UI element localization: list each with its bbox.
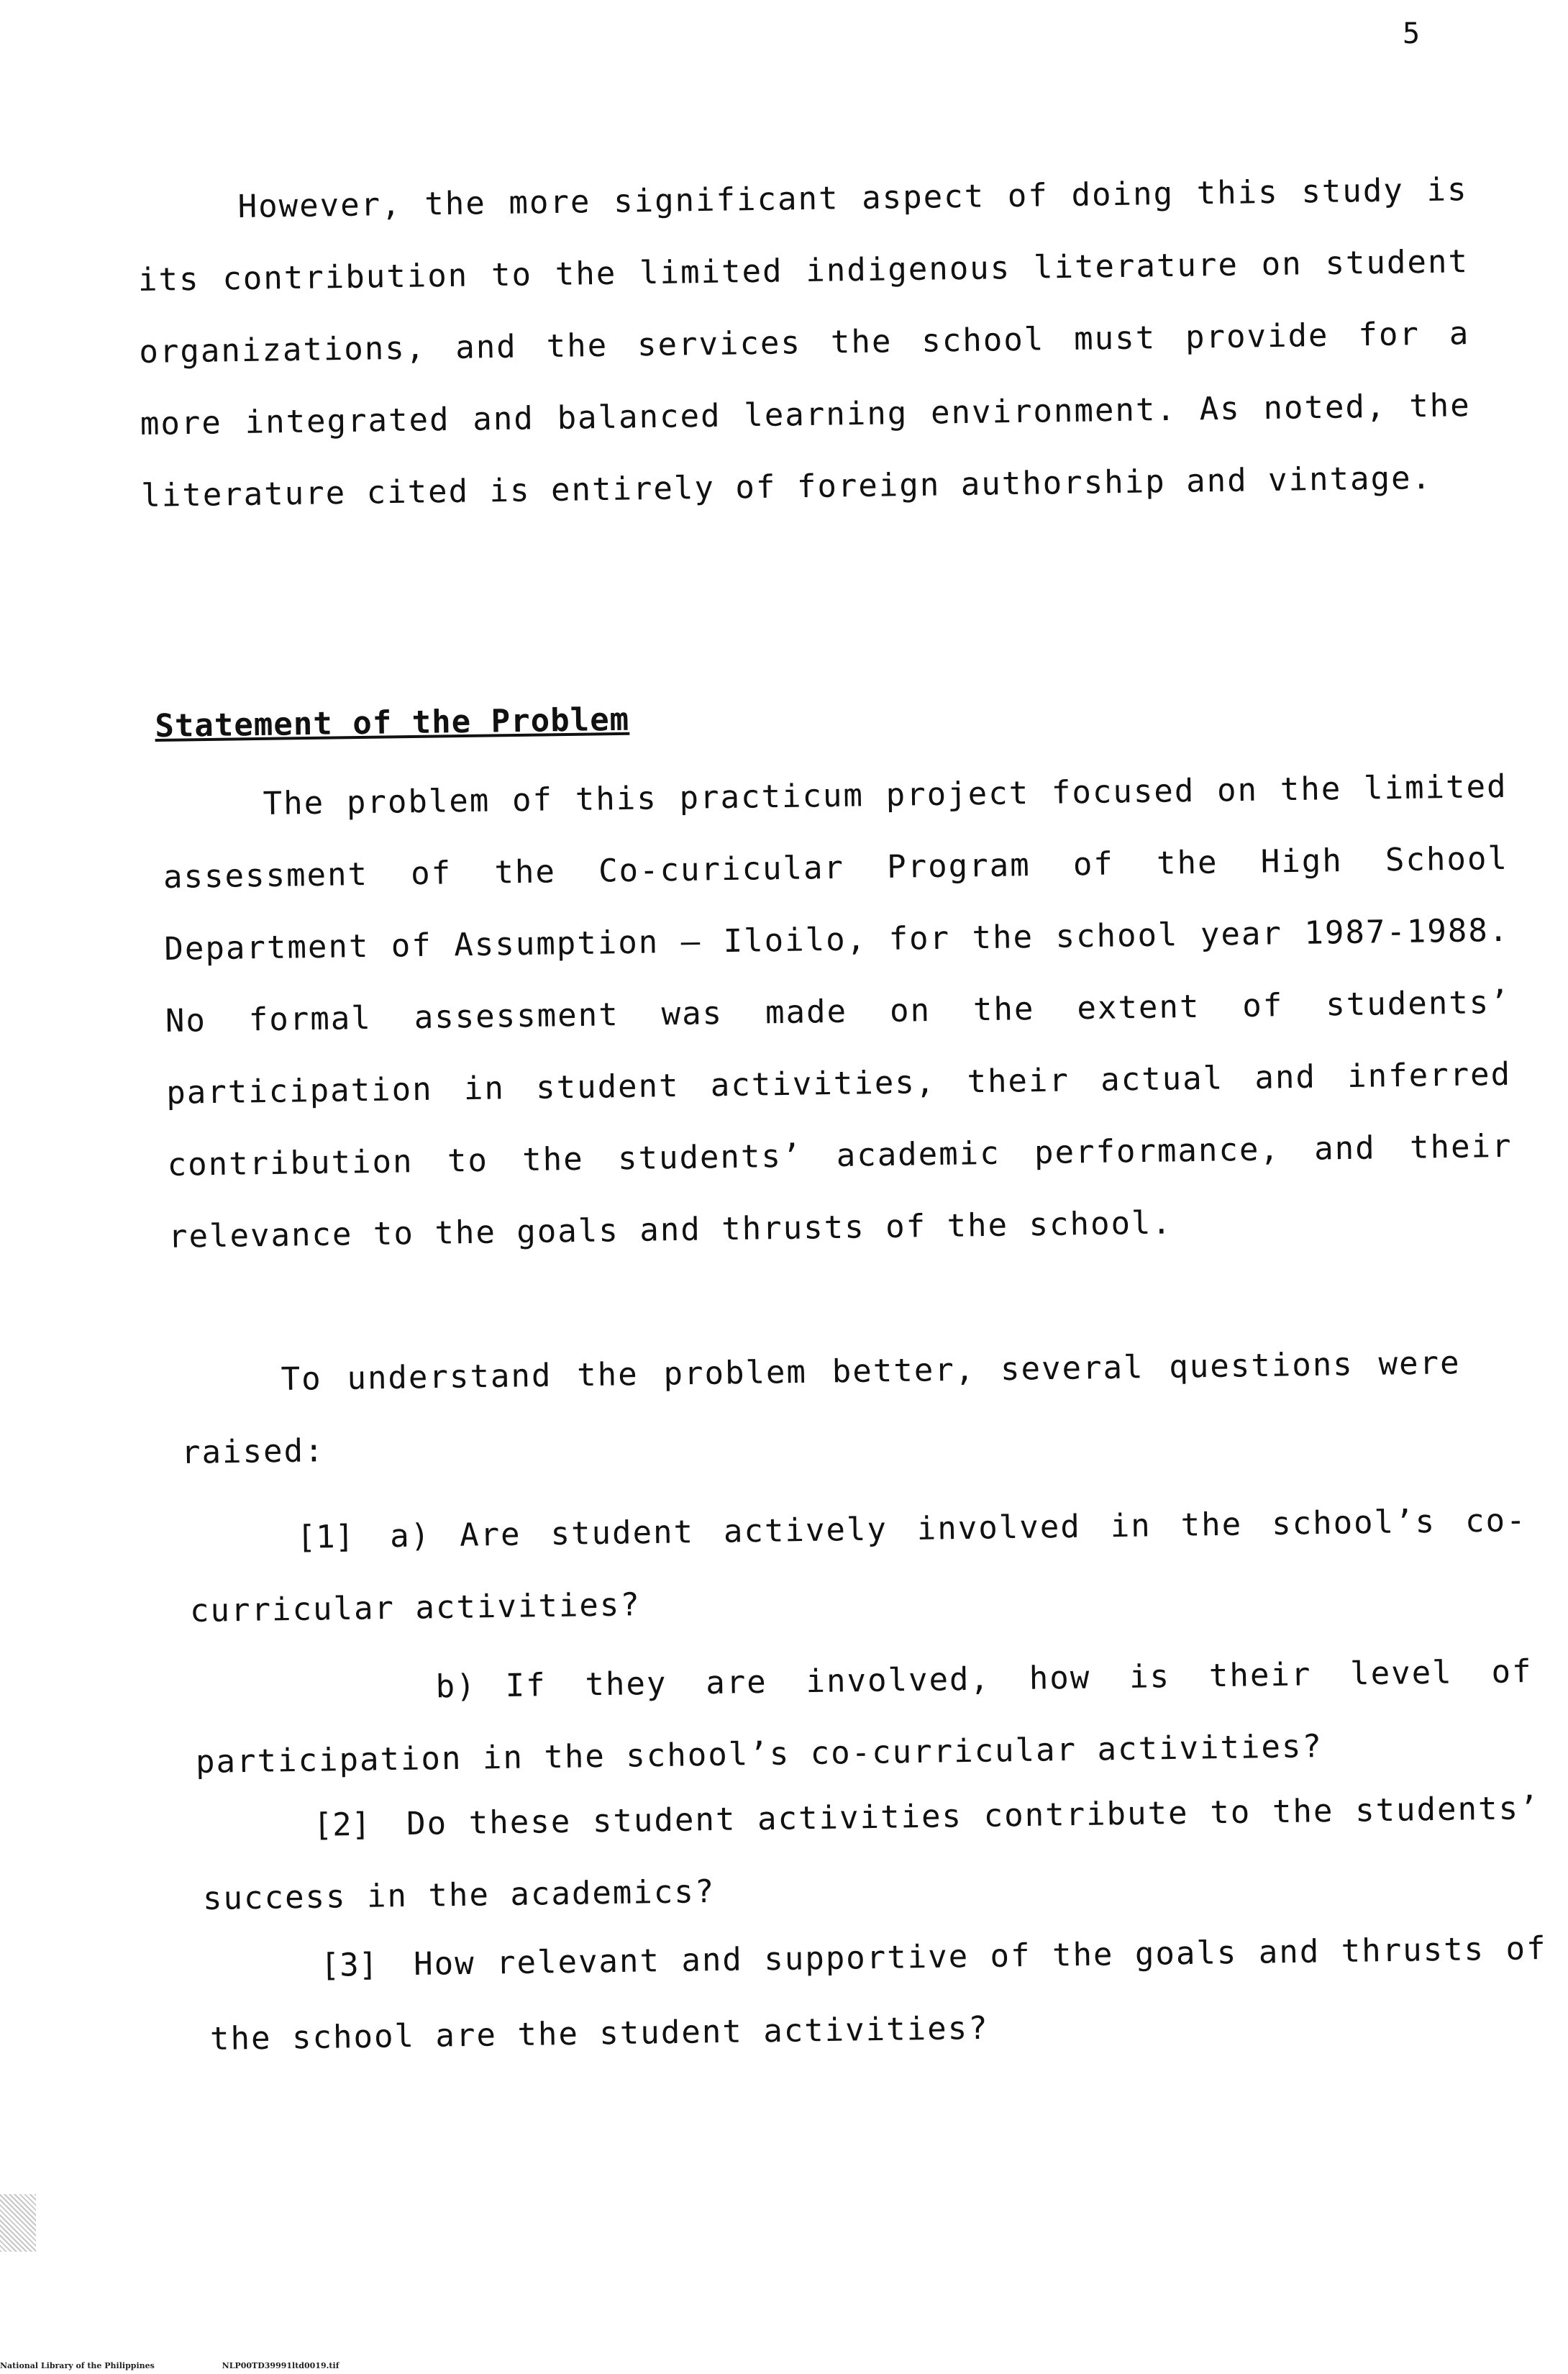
section-heading: Statement of the Problem — [155, 701, 630, 745]
scan-speckle — [0, 2194, 36, 2252]
question-1b — [194, 1636, 1534, 1798]
footer-library: National Library of the Philippines — [0, 2361, 155, 2370]
question-text: Do these student activities contribute to the students’ success in the academics? — [202, 1790, 1540, 1917]
question-3 — [209, 1913, 1549, 2075]
scan-footer — [0, 2361, 339, 2371]
question-number: [2] — [313, 1806, 371, 1844]
intro-paragraph: However, the more significant aspect of doing this study is its contribution to the limited indigenous literature on student organizations, and the services the school must provide for a more integrated and balanced learning environment. As noted, the literature cited is entirely of foreign authorship and vintage. — [137, 171, 1472, 514]
question-sub-label: b) — [435, 1668, 477, 1706]
question-text: If they are involved, how is their level of participation in the school’s co-curricular activities? — [195, 1653, 1533, 1780]
question-text: How relevant and supportive of the goals and thrusts of the school are the student activities? — [209, 1930, 1547, 2057]
understand-paragraph: To understand the problem better, several questions were raised: — [181, 1345, 1461, 1471]
question-1a — [188, 1485, 1528, 1647]
question-number: [1] — [296, 1518, 355, 1556]
question-sub-label: a) — [389, 1517, 432, 1555]
problem-paragraph: The problem of this practicum project focused on the limited assessment of the Co-curicular Program of the High School Department of Assumption – Iloilo, for the school year 1987-1988. No formal assessment was made on the extent of students’ participation in student activities, their actual and inferred contribution to the students’ academic performance, and their relevance to the goals and thrusts of the school. — [163, 768, 1513, 1255]
page-number: 5 — [1403, 17, 1421, 50]
footer-file-id: NLP00TD39991ltd0019.tif — [222, 2361, 339, 2370]
question-2 — [201, 1773, 1541, 1935]
question-text: Are student actively involved in the school’s co-curricular activities? — [189, 1502, 1527, 1629]
question-number: [3] — [320, 1946, 378, 1984]
